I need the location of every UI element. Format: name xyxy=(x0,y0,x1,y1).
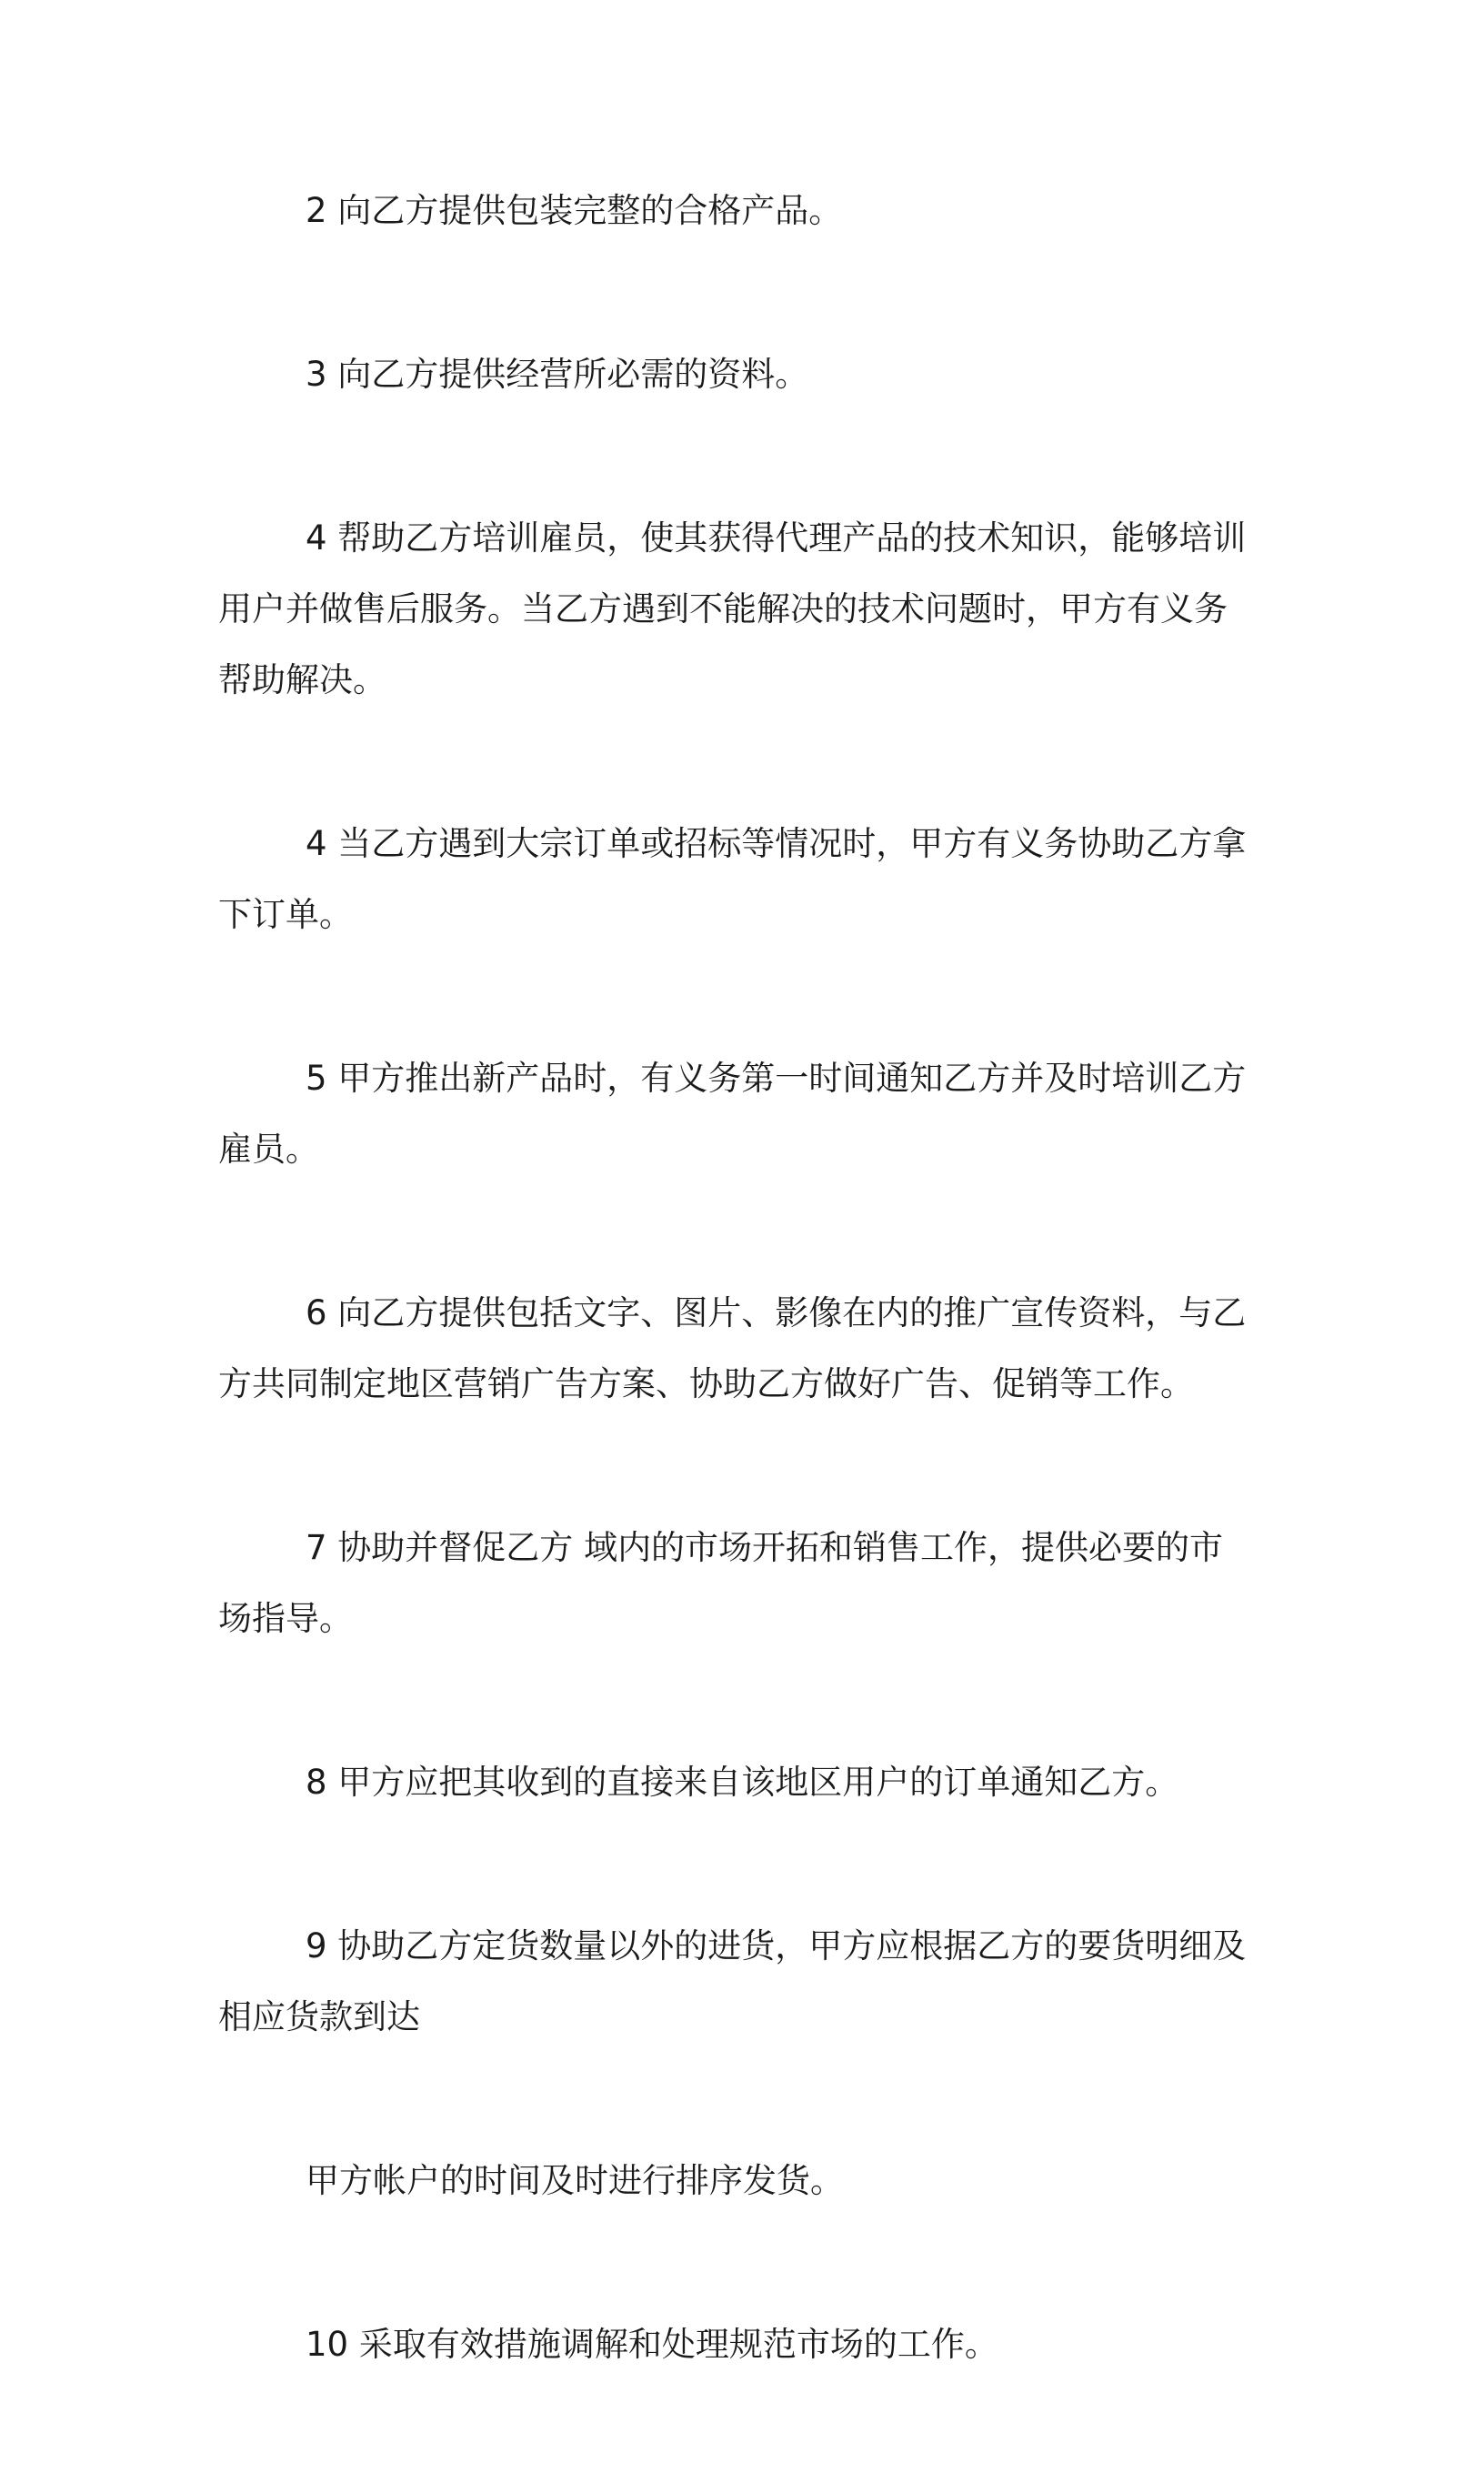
paragraph-6: 6 向乙方提供包括文字、图片、影像在内的推广宣传资料，与乙方共同制定地区营销广告方案、协助乙方做好广告、促销等工作。 xyxy=(218,1293,1247,1403)
paragraph-3: 3 向乙方提供经营所必需的资料。 xyxy=(306,355,809,394)
paragraph-8: 8 甲方应把其收到的直接来自该地区用户的订单通知乙方。 xyxy=(306,1763,1179,1802)
paragraph-4-orders: 4 当乙方遇到大宗订单或招标等情况时，甲方有义务协助乙方拿下订单。 xyxy=(218,824,1247,934)
paragraph-2: 2 向乙方提供包装完整的合格产品。 xyxy=(306,191,843,230)
document-body xyxy=(218,176,1255,2473)
paragraph-4-training: 4 帮助乙方培训雇员，使其获得代理产品的技术知识，能够培训用户并做售后服务。当乙方遇到不能解决的技术问题时，甲方有义务帮助解决。 xyxy=(218,518,1247,699)
paragraph-5: 5 甲方推出新产品时，有义务第一时间通知乙方并及时培训乙方雇员。 xyxy=(218,1059,1247,1169)
paragraph-10: 10 采取有效措施调解和处理规范市场的工作。 xyxy=(306,2325,998,2364)
paragraph-7: 7 协助并督促乙方 域内的市场开拓和销售工作，提供必要的市场指导。 xyxy=(218,1528,1224,1638)
paragraph-9: 9 协助乙方定货数量以外的进货，甲方应根据乙方的要货明细及相应货款到达 xyxy=(218,1926,1247,2036)
paragraph-9-continued: 甲方帐户的时间及时进行排序发货。 xyxy=(306,2161,844,2200)
